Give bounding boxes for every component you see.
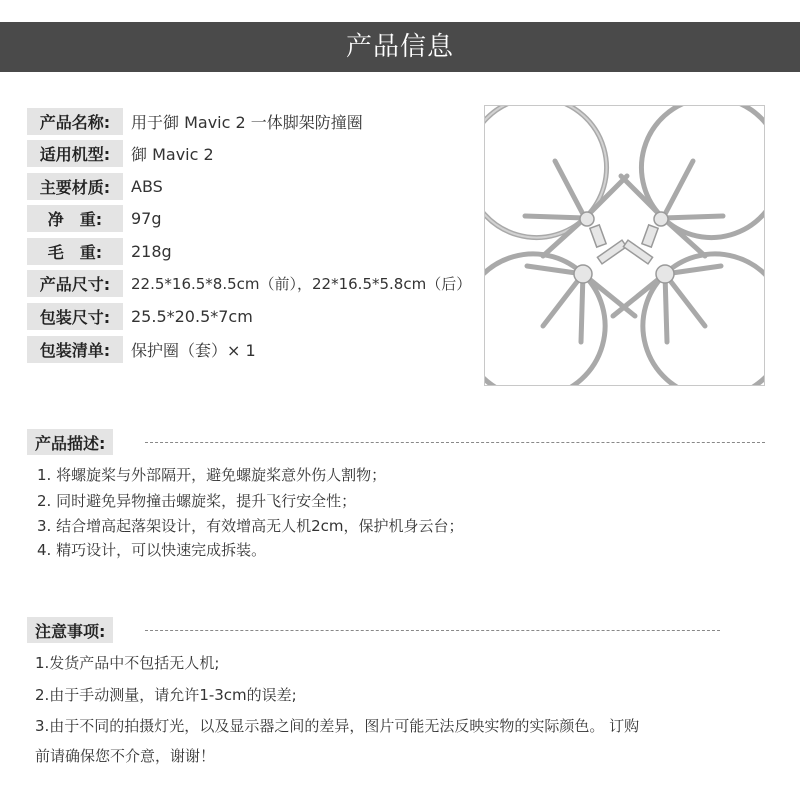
spec-label: 净 重: xyxy=(27,205,123,232)
spec-value: 25.5*20.5*7cm xyxy=(131,307,253,326)
spec-label: 毛 重: xyxy=(27,238,123,265)
spec-value: 用于御 Mavic 2 一体脚架防撞圈 xyxy=(131,113,363,132)
page-title: 产品信息 xyxy=(345,32,454,62)
note-line: 1.发货产品中不包括无人机; xyxy=(35,654,220,672)
guard-top-left xyxy=(485,106,627,256)
note-line: 3.由于不同的拍摄灯光，以及显示器之间的差异，图片可能无法反映实物的实际颜色。 订购 xyxy=(35,717,640,735)
note-line: 前请确保您不介意，谢谢！ xyxy=(35,747,216,765)
spec-value: ABS xyxy=(131,177,163,196)
spec-row-material xyxy=(27,173,163,200)
spec-label: 产品尺寸: xyxy=(27,270,123,297)
spec-row-package-list xyxy=(27,336,256,363)
spec-label: 适用机型: xyxy=(27,140,123,167)
description-line: 2. 同时避免异物撞击螺旋桨，提升飞行安全性； xyxy=(37,492,357,510)
note-line: 2.由于手动测量，请允许1-3cm的误差; xyxy=(35,686,297,704)
page-header xyxy=(0,22,800,72)
product-image xyxy=(484,105,765,386)
propeller-guard-illustration xyxy=(485,106,764,385)
spec-value: 97g xyxy=(131,209,162,228)
spec-row-model xyxy=(27,140,214,167)
spec-value: 保护圈（套）× 1 xyxy=(131,341,256,360)
section-divider xyxy=(145,630,720,631)
spec-row-size xyxy=(27,270,471,297)
guard-bottom-right xyxy=(613,254,764,385)
description-title: 产品描述: xyxy=(27,429,113,455)
spec-label: 包装尺寸: xyxy=(27,303,123,330)
description-line: 3. 结合增高起落架设计，有效增高无人机2cm，保护机身云台； xyxy=(37,517,464,535)
spec-row-name xyxy=(27,108,363,135)
spec-row-gross-weight xyxy=(27,238,172,265)
section-divider xyxy=(145,442,765,443)
spec-label: 产品名称: xyxy=(27,108,123,135)
guard-bottom-left xyxy=(485,254,635,385)
spec-label: 主要材质: xyxy=(27,173,123,200)
spec-label: 包装清单: xyxy=(27,336,123,363)
spec-row-package-size xyxy=(27,303,253,330)
spec-value: 御 Mavic 2 xyxy=(131,145,214,164)
description-line: 4. 精巧设计，可以快速完成拆装。 xyxy=(37,541,267,559)
description-line: 1. 将螺旋桨与外部隔开，避免螺旋桨意外伤人割物； xyxy=(37,466,387,484)
spec-value: 218g xyxy=(131,242,172,261)
notes-title: 注意事项: xyxy=(27,617,113,643)
spec-value: 22.5*16.5*8.5cm（前），22*16.5*5.8cm（后） xyxy=(131,275,472,293)
guard-top-right xyxy=(621,106,764,256)
spec-row-net-weight xyxy=(27,205,162,232)
